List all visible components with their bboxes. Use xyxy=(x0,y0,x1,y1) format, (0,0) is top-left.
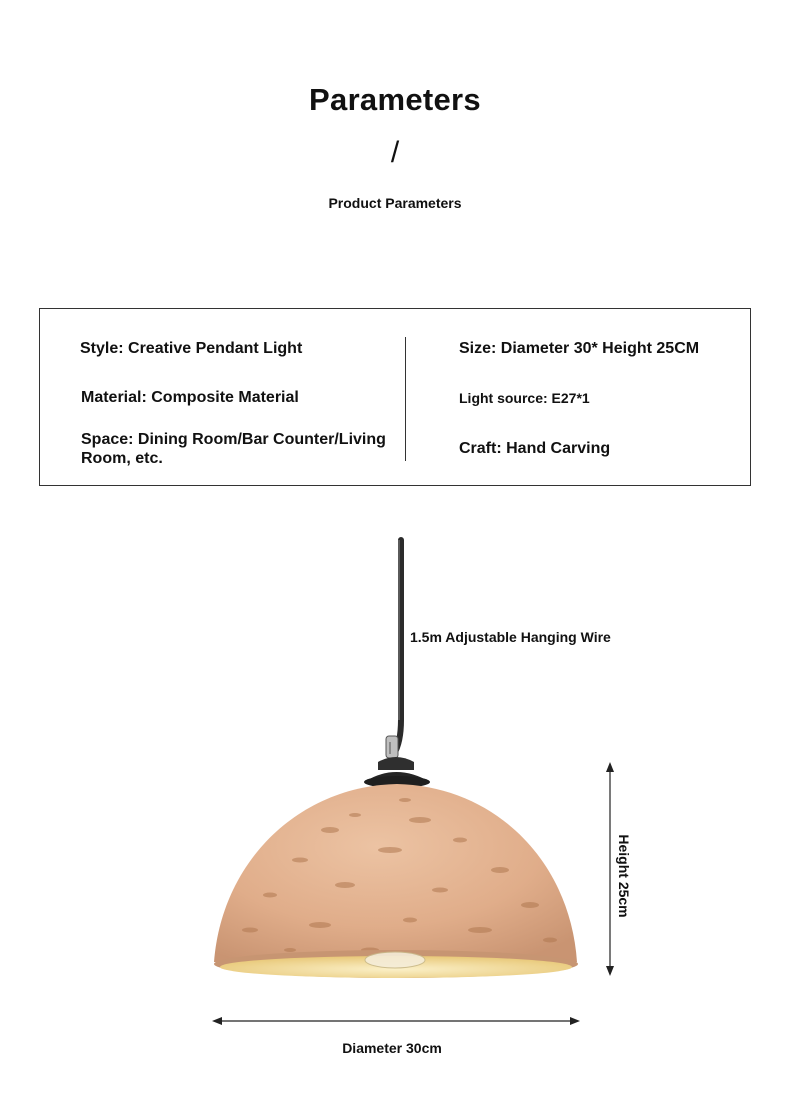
param-space: Space: Dining Room/Bar Counter/Living Room, etc. xyxy=(81,431,386,467)
param-light-source: Light source: E27*1 xyxy=(459,390,590,406)
lamp-cap xyxy=(364,757,430,788)
param-size: Size: Diameter 30* Height 25CM xyxy=(459,340,700,357)
diameter-label xyxy=(0,1040,790,1056)
height-dimension-arrow xyxy=(606,762,614,976)
diameter-dimension-arrow xyxy=(212,1017,580,1025)
pendant-lamp-diagram xyxy=(0,530,790,1040)
wire-clip xyxy=(386,736,398,758)
lamp-shade xyxy=(214,784,578,978)
height-label: Height 25cm xyxy=(616,834,632,918)
param-craft: Craft: Hand Carving xyxy=(459,440,611,457)
page-title: Parameters xyxy=(309,82,481,117)
param-style: Style: Creative Pendant Light xyxy=(80,340,303,357)
wire-length-label: 1.5m Adjustable Hanging Wire xyxy=(410,629,611,645)
parameters-table xyxy=(39,308,751,486)
diameter-label-text: Diameter 30cm xyxy=(342,1040,442,1056)
column-divider xyxy=(405,337,406,461)
title-separator: / xyxy=(390,136,400,169)
page-subtitle: Product Parameters xyxy=(328,195,462,211)
hanging-wire xyxy=(394,540,401,754)
param-material: Material: Composite Material xyxy=(81,389,299,406)
